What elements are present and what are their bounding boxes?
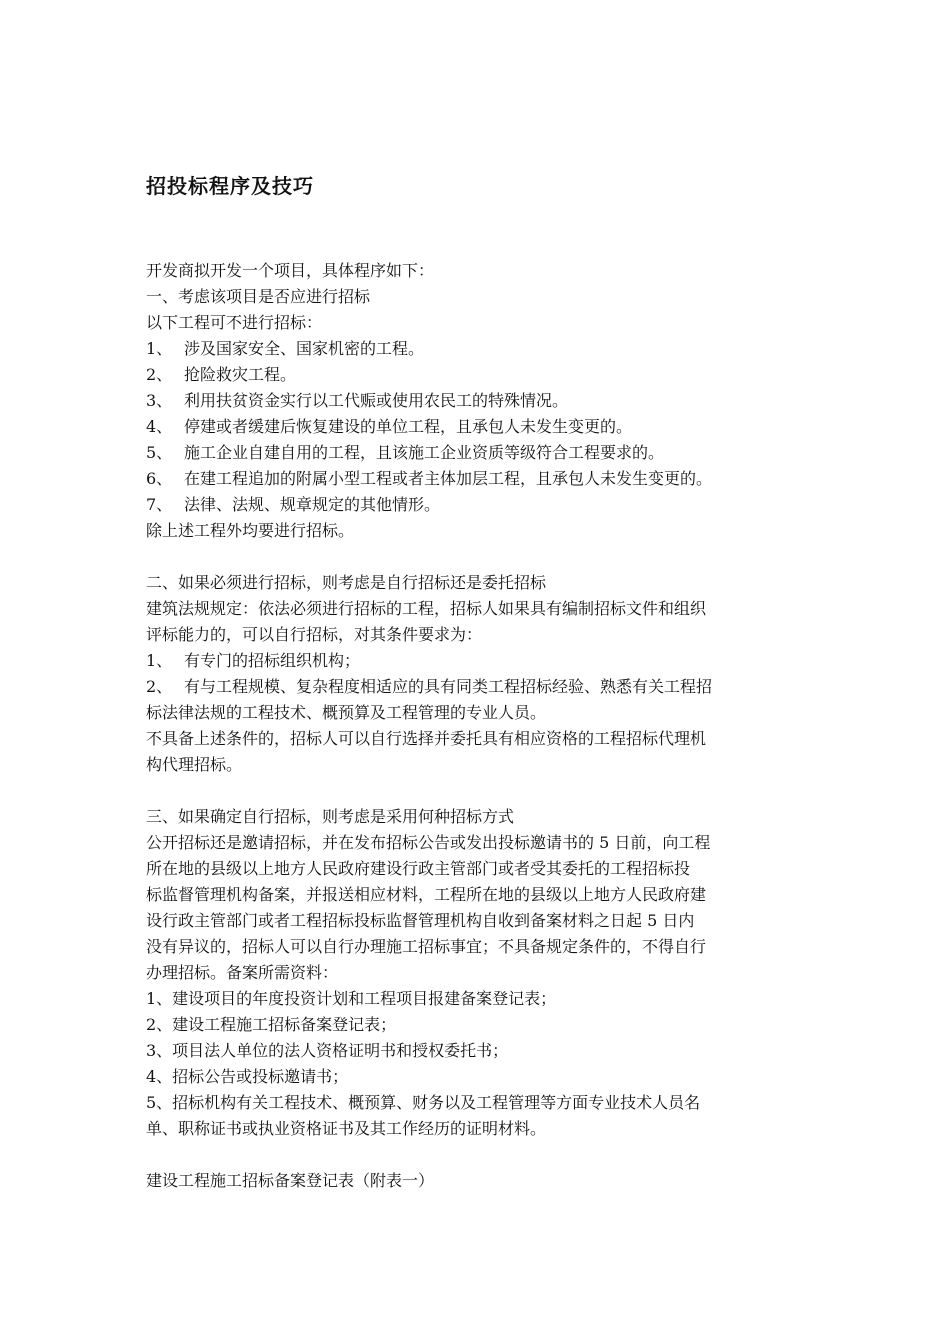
list-item: [146, 336, 816, 362]
list-item-number: 2、: [146, 677, 173, 696]
paragraph-line: 所在地的县级以上地方人民政府建设行政主管部门或者受其委托的工程招标投: [146, 859, 691, 878]
paragraph-line: 构代理招标。: [146, 755, 243, 774]
document-body: [146, 258, 816, 1194]
list-item-number: 3、: [146, 391, 173, 410]
list-item-number: 7、: [146, 495, 173, 514]
paragraph-line: 没有异议的，招标人可以自行办理施工招标事宜；不具备规定条件的，不得自行: [146, 937, 707, 956]
list-item: 2、建设工程施工招标备案登记表；: [146, 1015, 397, 1034]
paragraph-line: 办理招标。备案所需资料：: [146, 963, 339, 982]
section2-heading: 二、如果必须进行招标，则考虑是自行招标还是委托招标: [146, 573, 547, 592]
intro-line: 开发商拟开发一个项目，具体程序如下：: [146, 261, 435, 280]
list-item-text: 利用扶贫资金实行以工代赈或使用农民工的特殊情况。: [184, 391, 569, 410]
list-item-number: 4、: [146, 417, 173, 436]
list-item: 4、招标公告或投标邀请书；: [146, 1067, 349, 1086]
paragraph-gap: [146, 1142, 816, 1168]
section1-closing: 除上述工程外均要进行招标。: [146, 521, 355, 540]
list-item-number: 1、: [146, 651, 173, 670]
list-item-text: 施工企业自建自用的工程，且该施工企业资质等级符合工程要求的。: [184, 443, 665, 462]
list-item-number: 6、: [146, 469, 173, 488]
paragraph-gap: [146, 544, 816, 570]
list-item-text: 抢险救灾工程。: [184, 365, 297, 384]
list-item-text: 有专门的招标组织机构；: [184, 651, 361, 670]
list-item-number: 1、: [146, 339, 173, 358]
list-item-continuation: 标法律法规的工程技术、概预算及工程管理的专业人员。: [146, 703, 547, 722]
list-item: [146, 414, 816, 440]
paragraph-line: 设行政主管部门或者工程招标投标监督管理机构自收到备案材料之日起 5 日内: [146, 911, 695, 930]
section1-heading: 一、考虑该项目是否应进行招标: [146, 287, 371, 306]
section3-heading: 三、如果确定自行招标，则考虑是采用何种招标方式: [146, 807, 515, 826]
paragraph-line: 公开招标还是邀请招标，并在发布招标公告或发出投标邀请书的 5 日前，向工程: [146, 833, 711, 852]
paragraph-line: 评标能力的，可以自行招标，对其条件要求为：: [146, 625, 483, 644]
list-item-text: 停建或者缓建后恢复建设的单位工程，且承包人未发生变更的。: [184, 417, 633, 436]
list-item: [146, 648, 816, 674]
list-item-text: 有与工程规模、复杂程度相适应的具有同类工程招标经验、熟悉有关工程招: [184, 677, 713, 696]
list-item-number: 2、: [146, 365, 173, 384]
list-item: 5、招标机构有关工程技术、概预算、财务以及工程管理等方面专业技术人员名: [146, 1093, 701, 1112]
list-item: [146, 388, 816, 414]
list-item: 3、项目法人单位的法人资格证明书和授权委托书；: [146, 1041, 509, 1060]
page-title: 招投标程序及技巧: [146, 174, 314, 198]
paragraph-line: 标监督管理机构备案，并报送相应材料，工程所在地的县级以上地方人民政府建: [146, 885, 707, 904]
list-item: [146, 492, 816, 518]
list-item: [146, 362, 816, 388]
list-item: 1、建设项目的年度投资计划和工程项目报建备案登记表；: [146, 989, 557, 1008]
list-item-text: 在建工程追加的附属小型工程或者主体加层工程，且承包人未发生变更的。: [184, 469, 713, 488]
paragraph-line: 不具备上述条件的，招标人可以自行选择并委托具有相应资格的工程招标代理机: [146, 729, 707, 748]
list-item: [146, 674, 816, 700]
list-item: [146, 466, 816, 492]
list-item-text: 法律、法规、规章规定的其他情形。: [184, 495, 441, 514]
list-item-continuation: 单、职称证书或执业资格证书及其工作经历的证明材料。: [146, 1119, 547, 1138]
footer-line: 建设工程施工招标备案登记表（附表一）: [146, 1171, 435, 1190]
list-item-text: 涉及国家安全、国家机密的工程。: [184, 339, 425, 358]
paragraph-line: 建筑法规规定：依法必须进行招标的工程，招标人如果具有编制招标文件和组织: [146, 599, 707, 618]
list-item: [146, 440, 816, 466]
paragraph-gap: [146, 778, 816, 804]
section1-lead: 以下工程可不进行招标：: [146, 313, 323, 332]
list-item-number: 5、: [146, 443, 173, 462]
